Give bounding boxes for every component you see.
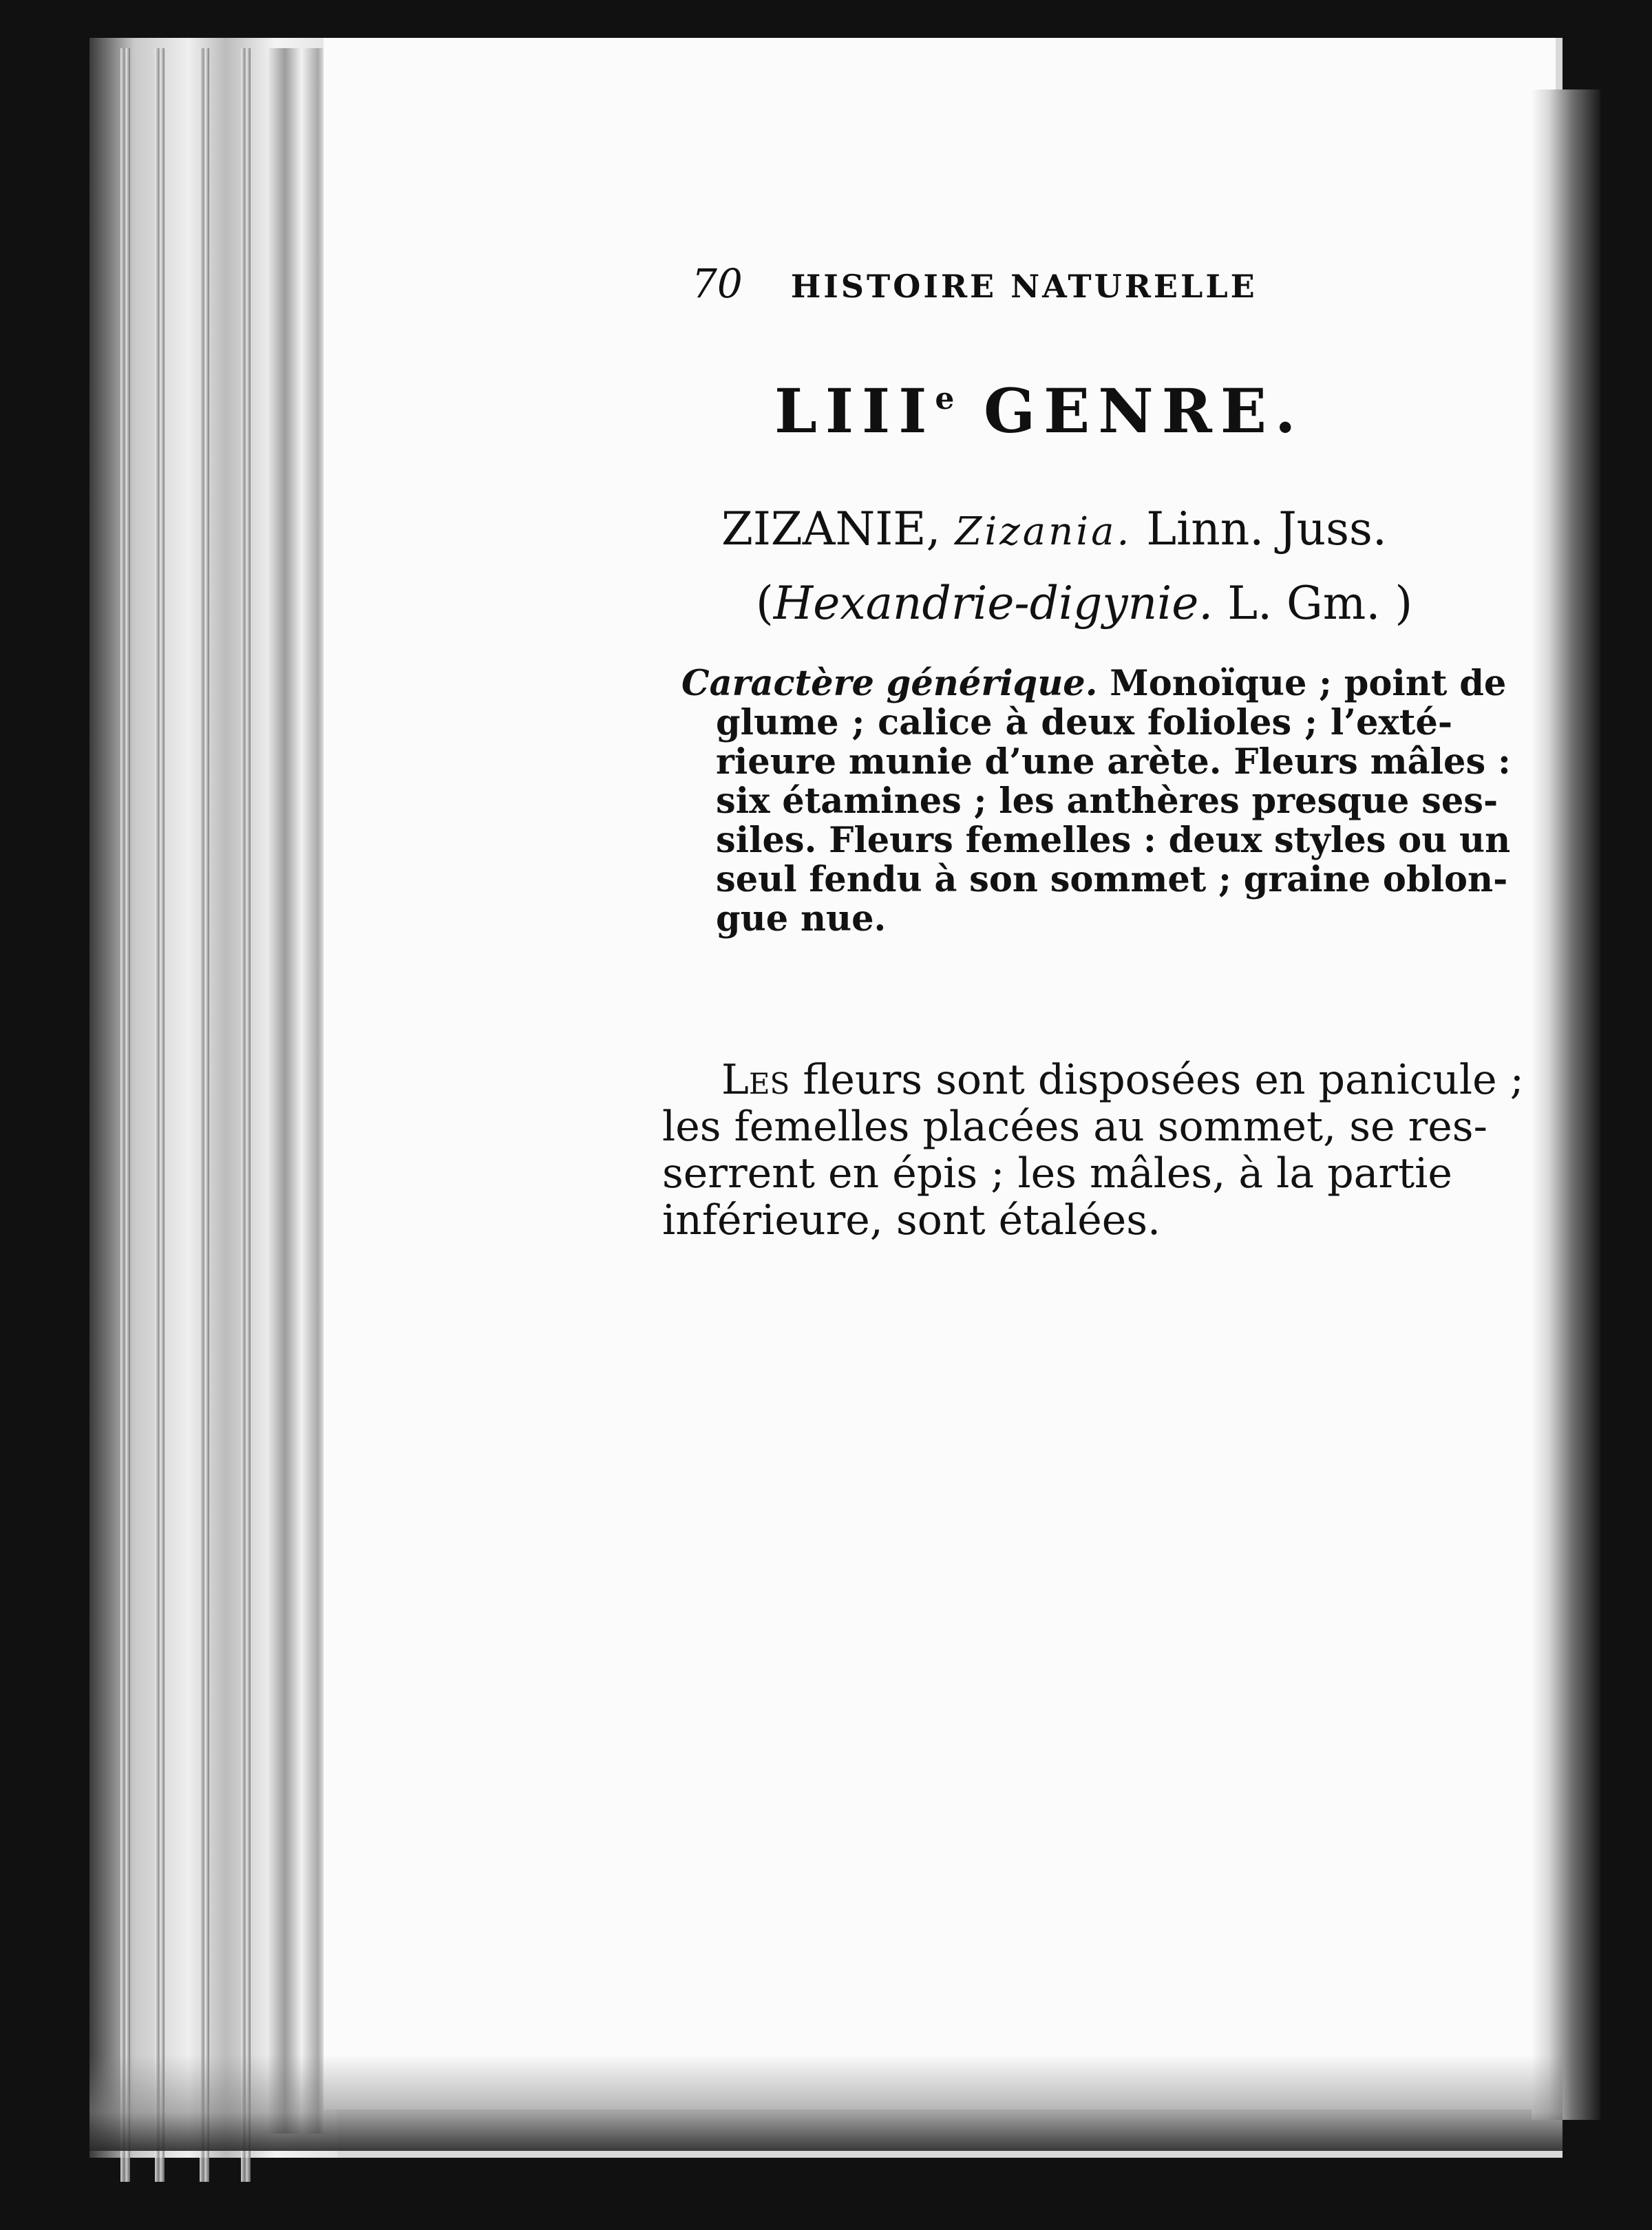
page-edge <box>200 48 209 2182</box>
paragraph-line: siles. Fleurs femelles : deux styles ou un <box>716 820 1511 861</box>
generic-character-paragraph <box>681 663 1511 1001</box>
bottom-page-shadow <box>89 2054 1563 2151</box>
paragraph-line: glume ; calice à deux folioles ; l’exté- <box>716 702 1452 743</box>
description-paragraph <box>662 1056 1524 1291</box>
description-text: fleurs sont disposées en panicule ; <box>803 1056 1524 1104</box>
page-edge <box>155 48 165 2182</box>
genre-heading <box>774 375 1394 451</box>
genus-latin-name: Zizania. <box>955 509 1132 554</box>
page-edge <box>241 48 251 2182</box>
classification-system: Hexandrie-digynie. <box>773 577 1214 630</box>
running-head-title: HISTOIRE NATURELLE <box>790 268 1258 305</box>
genre-superscript: e <box>935 381 955 416</box>
generic-character-label: Caractère générique. <box>681 663 1098 704</box>
paragraph-line: rieure munie d’une arète. Fleurs mâles : <box>716 741 1511 783</box>
classification-open-paren: ( <box>756 577 774 630</box>
genus-authorities: Linn. Juss. <box>1146 502 1387 555</box>
genre-word: GENRE. <box>984 375 1304 447</box>
page-number: 70 <box>692 260 743 307</box>
classification-line <box>756 577 1413 639</box>
generic-character-text: Monoïque ; point de <box>1110 663 1507 704</box>
classification-close-paren: ) <box>1395 577 1413 630</box>
paragraph-line <box>662 1056 1524 1104</box>
classification-authorities: L. Gm. <box>1227 577 1381 630</box>
paragraph-line: les femelles placées au sommet, se res- <box>662 1103 1487 1151</box>
paragraph-line <box>681 663 1507 704</box>
genus-french-name: ZIZANIE, <box>721 502 941 555</box>
page-edge <box>120 48 130 2182</box>
genus-name-line <box>721 502 1423 564</box>
paragraph-line: seul fendu à son sommet ; graine oblon- <box>716 859 1508 900</box>
paragraph-line: gue nue. <box>716 898 887 939</box>
paragraph-line: inférieure, sont étalées. <box>662 1196 1161 1244</box>
description-first-word: Les <box>721 1056 790 1104</box>
paragraph-line: six étamines ; les anthères presque ses- <box>716 780 1499 822</box>
right-page-shadow <box>1532 89 1600 2120</box>
paragraph-line: serrent en épis ; les mâles, à la partie <box>662 1149 1452 1198</box>
running-head <box>692 260 1353 308</box>
genre-numeral: LIII <box>774 375 935 447</box>
spine-strip <box>268 48 324 2134</box>
